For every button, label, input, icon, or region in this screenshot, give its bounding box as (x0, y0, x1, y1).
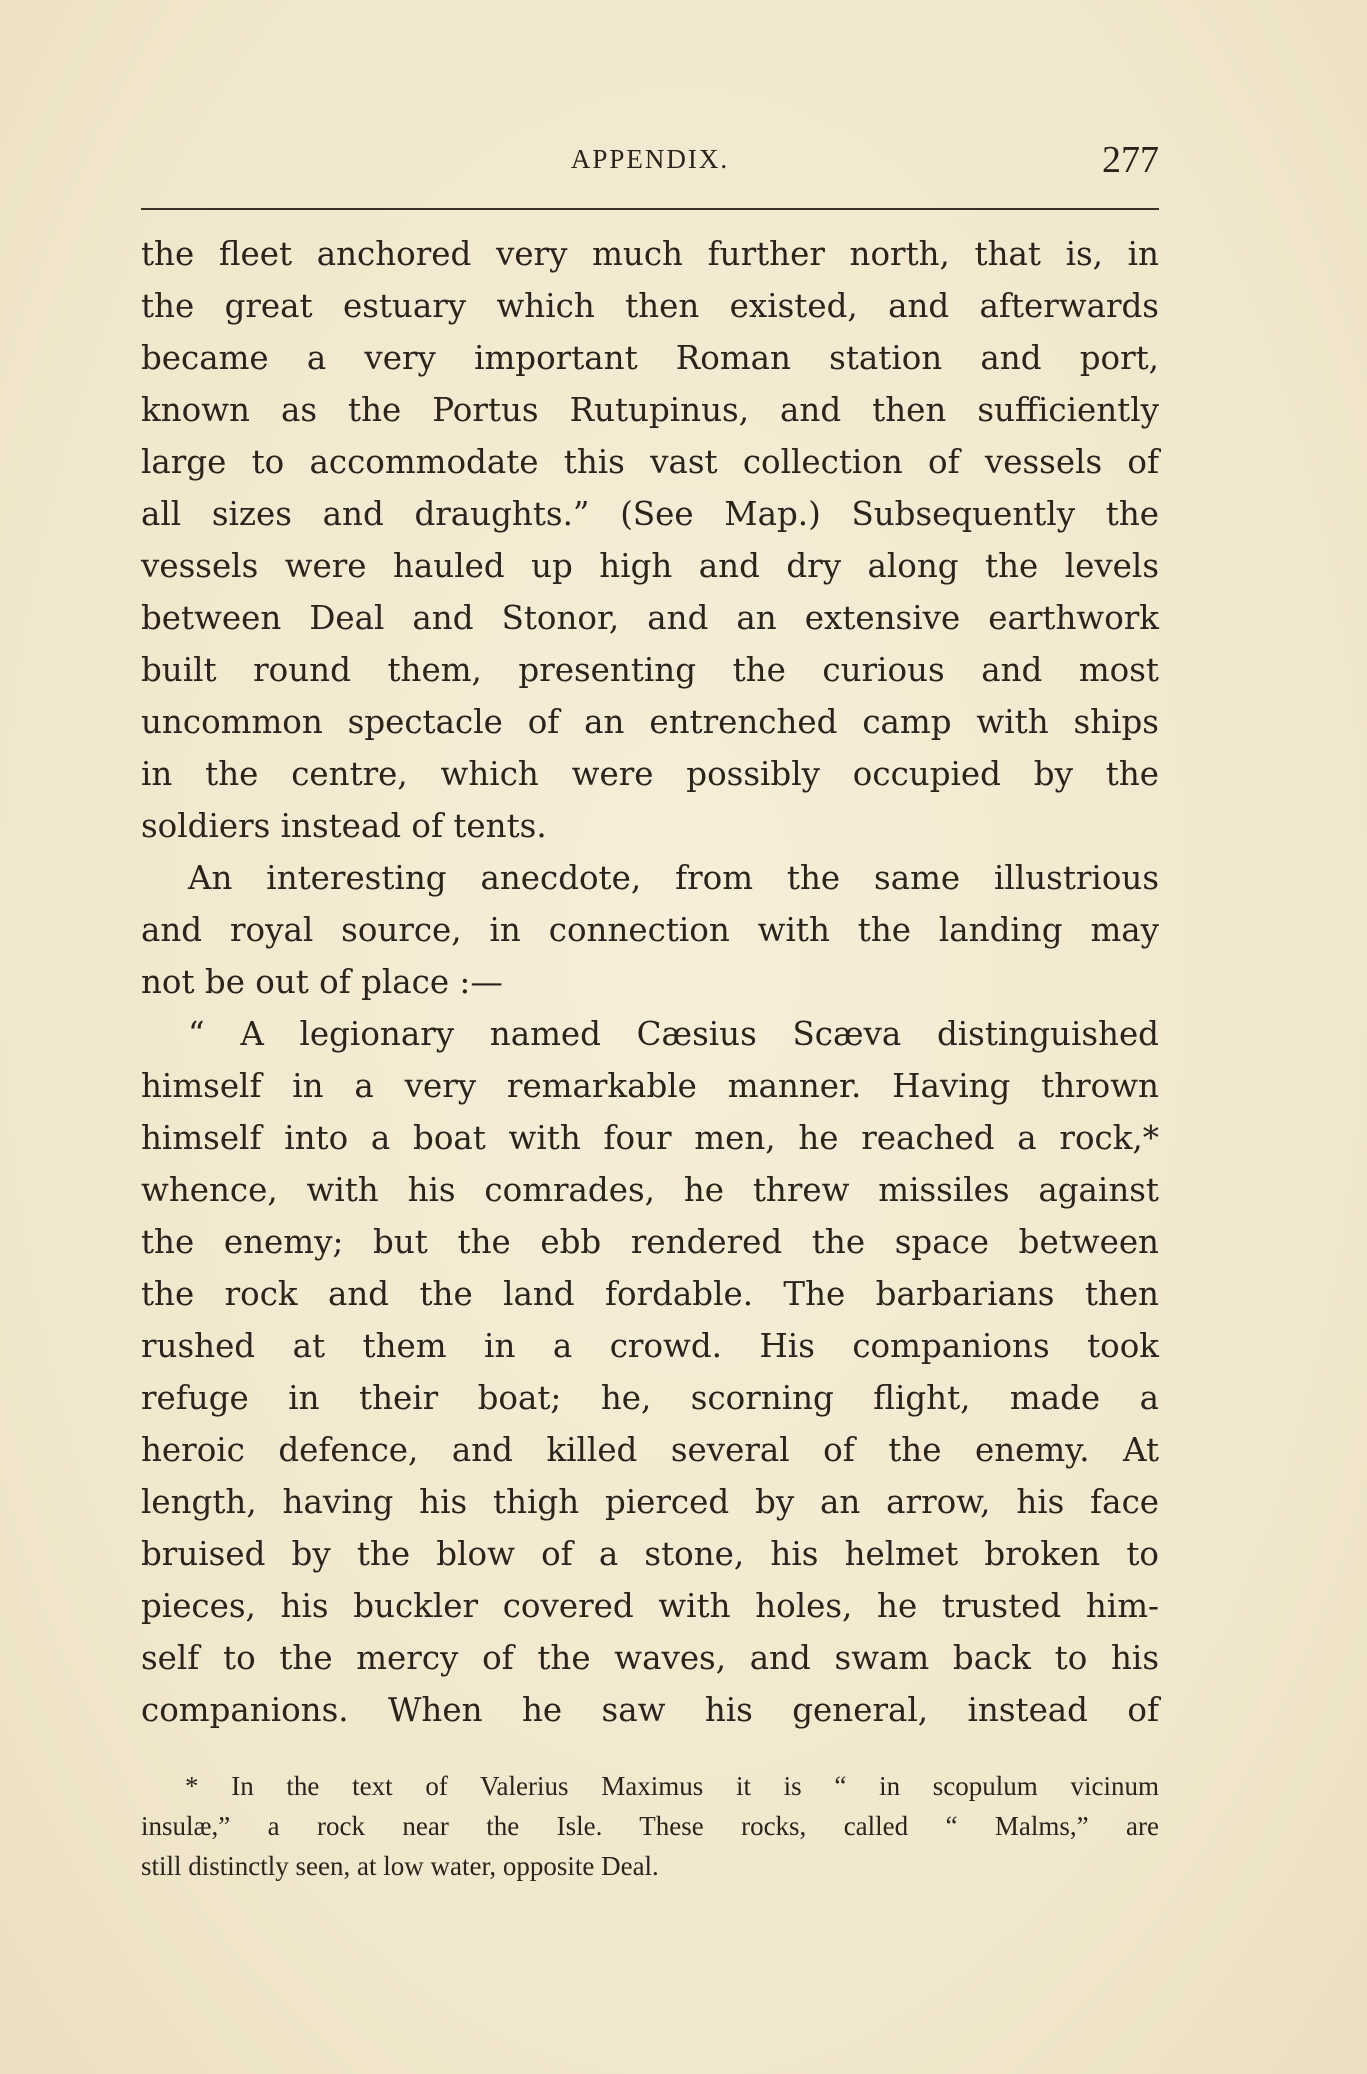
text-line: between Deal and Stonor, and an extensive earthwork (141, 599, 1159, 637)
text-line: known as the Portus Rutupinus, and then sufficiently (141, 391, 1159, 429)
page-header (141, 138, 1159, 188)
text-line: became a very important Roman station and port, (141, 339, 1159, 377)
text-line: bruised by the blow of a stone, his helmet broken to (141, 1535, 1159, 1573)
footnote-line: * In the text of Valerius Maximus it is “ in scopulum vicinum (185, 1771, 1159, 1801)
text-line: companions. When he saw his general, instead of (141, 1691, 1159, 1729)
text-line: all sizes and draughts.” (See Map.) Subsequently the (141, 495, 1159, 533)
text-line: built round them, presenting the curious and most (141, 651, 1159, 689)
text-line: “ A legionary named Cæsius Scæva distinguished (188, 1015, 1159, 1053)
body-text (141, 228, 1159, 1736)
text-line: not be out of place :— (141, 963, 503, 1001)
header-rule (141, 208, 1159, 210)
text-line: in the centre, which were possibly occupied by the (141, 755, 1159, 793)
text-line: himself into a boat with four men, he reached a rock,* (141, 1119, 1159, 1157)
text-line: the fleet anchored very much further north, that is, in (141, 235, 1159, 273)
text-line: An interesting anecdote, from the same illustrious (188, 859, 1159, 897)
text-line: the great estuary which then existed, and afterwards (141, 287, 1159, 325)
text-line: self to the mercy of the waves, and swam back to his (141, 1639, 1159, 1677)
text-line: rushed at them in a crowd. His companions took (141, 1327, 1159, 1365)
text-line: heroic defence, and killed several of the enemy. At (141, 1431, 1159, 1469)
text-line: the enemy; but the ebb rendered the space between (141, 1223, 1159, 1261)
text-line: and royal source, in connection with the landing may (141, 911, 1159, 949)
footnote-line: still distinctly seen, at low water, opposite Deal. (141, 1851, 659, 1881)
text-line: the rock and the land fordable. The barbarians then (141, 1275, 1159, 1313)
running-head: APPENDIX. (570, 144, 730, 174)
text-line: whence, with his comrades, he threw missiles against (141, 1171, 1159, 1209)
footnotes (141, 1766, 1159, 1886)
text-line: refuge in their boat; he, scorning flight, made a (141, 1379, 1159, 1417)
text-line: length, having his thigh pierced by an arrow, his face (141, 1483, 1159, 1521)
text-line: himself in a very remarkable manner. Having thrown (141, 1067, 1159, 1105)
page-number: 277 (1102, 139, 1159, 181)
footnote-line: insulæ,” a rock near the Isle. These rocks, called “ Malms,” are (141, 1811, 1159, 1841)
text-line: pieces, his buckler covered with holes, he trusted him- (141, 1587, 1159, 1625)
text-line: soldiers instead of tents. (141, 807, 547, 845)
text-line: uncommon spectacle of an entrenched camp with ships (141, 703, 1159, 741)
text-line: vessels were hauled up high and dry along the levels (141, 547, 1159, 585)
text-line: large to accommodate this vast collection of vessels of (141, 443, 1159, 481)
